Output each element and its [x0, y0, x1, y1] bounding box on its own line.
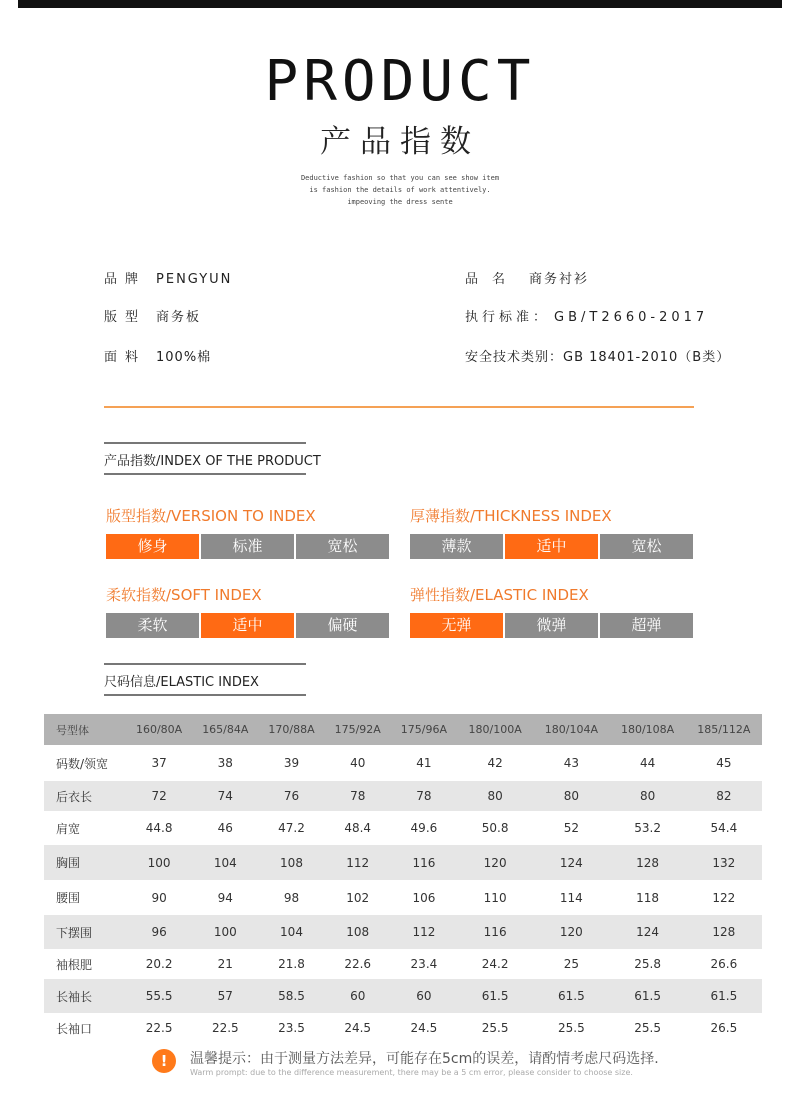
table-cell: 118	[636, 890, 660, 905]
table-cell: 102	[346, 890, 370, 905]
info-safety	[465, 346, 730, 365]
table-cell: 104	[192, 845, 258, 880]
row-label-cell: 长袖长	[44, 979, 126, 1013]
table-cell: 80	[533, 781, 609, 811]
table-cell: 82	[686, 781, 762, 811]
table-cell: 124	[533, 845, 609, 880]
table-cell: 112	[325, 845, 391, 880]
index-option-stiff: 偏硬	[296, 613, 389, 638]
fit-label: 版型	[104, 310, 147, 325]
brand-value: PENGYUN	[156, 272, 233, 287]
table-cell: 128	[686, 915, 762, 949]
table-cell: 23.5	[278, 1021, 305, 1035]
table-cell: 39	[283, 756, 300, 770]
table-cell: 20.2	[145, 957, 173, 971]
table-cell: 80	[609, 781, 685, 811]
table-cell: 78	[325, 781, 391, 811]
header-cell: 170/88A	[258, 714, 324, 745]
index-option-slight-stretch: 微弹	[505, 613, 598, 638]
notice-text-cn: 温馨提示：由于测量方法差异，可能存在5cm的误差，请酌情考虑尺码选择.	[190, 1051, 659, 1067]
fit-value: 商务板	[156, 310, 202, 325]
table-cell: 21.8	[278, 957, 305, 971]
row-label-cell: 长袖口	[56, 1021, 93, 1036]
table-cell: 50.8	[481, 821, 509, 835]
standard-value: GB/T2660-2017	[554, 310, 709, 325]
table-cell: 114	[559, 890, 583, 905]
page-title-en: PRODUCT	[264, 49, 536, 114]
fabric-label: 面料	[104, 350, 147, 365]
header-cell: 号型体	[44, 714, 126, 745]
table-cell: 55.5	[126, 979, 192, 1013]
fabric-value: 100%棉	[156, 350, 212, 365]
table-cell: 22.6	[344, 957, 372, 971]
table-cell: 53.2	[634, 821, 661, 835]
tagline-line-3: impeoving the dress sente	[347, 198, 453, 206]
index-option-thick: 宽松	[600, 534, 693, 559]
row-label-cell: 胸围	[44, 845, 126, 880]
table-cell: 96	[126, 915, 192, 949]
table-cell: 124	[609, 915, 685, 949]
index-option-soft: 柔软	[106, 613, 199, 638]
table-cell: 22.5	[145, 1021, 173, 1035]
table-cell: 25.5	[481, 1021, 509, 1035]
standard-label: 执行标准：	[465, 310, 551, 325]
header-cell: 185/112A	[686, 714, 762, 745]
table-cell: 61.5	[609, 979, 685, 1013]
table-cell: 74	[192, 781, 258, 811]
row-label-cell: 腰围	[56, 891, 81, 905]
row-label-cell: 下摆围	[44, 915, 126, 949]
table-cell: 61.5	[686, 979, 762, 1013]
index-option-loose: 宽松	[296, 534, 389, 559]
table-cell: 116	[391, 845, 457, 880]
table-cell: 44	[639, 756, 656, 770]
info-brand	[104, 268, 232, 287]
table-cell: 52	[563, 821, 579, 835]
table-cell: 128	[609, 845, 685, 880]
table-cell: 25.5	[634, 1021, 661, 1035]
table-cell: 120	[457, 845, 533, 880]
section-product-index: 产品指数/INDEX OF THE PRODUCT	[104, 442, 306, 475]
table-cell: 49.6	[410, 821, 438, 835]
table-cell: 26.5	[710, 1021, 738, 1035]
table-cell: 78	[391, 781, 457, 811]
header-cell: 165/84A	[192, 714, 258, 745]
table-cell: 61.5	[533, 979, 609, 1013]
table-row	[44, 1013, 762, 1043]
table-cell: 24.5	[344, 1021, 372, 1035]
table-cell: 47.2	[278, 821, 305, 835]
table-row	[44, 811, 762, 845]
index-bar-thickness	[410, 534, 695, 559]
table-cell: 42	[487, 756, 503, 770]
table-cell: 43	[563, 756, 579, 770]
index-title-soft: 柔软指数/SOFT INDEX	[106, 586, 262, 604]
index-option-standard: 标准	[201, 534, 294, 559]
table-cell: 25.8	[634, 957, 661, 971]
index-title-thickness: 厚薄指数/THICKNESS INDEX	[410, 507, 612, 525]
table-row	[44, 949, 762, 979]
index-option-super-stretch: 超弹	[600, 613, 693, 638]
table-cell: 54.4	[710, 821, 738, 835]
header-cell: 180/108A	[609, 714, 685, 745]
table-cell: 37	[151, 756, 167, 770]
table-cell: 61.5	[457, 979, 533, 1013]
table-cell: 100	[192, 915, 258, 949]
name-value: 商务衬衫	[529, 272, 590, 287]
table-cell: 21	[217, 957, 233, 971]
table-cell: 116	[457, 915, 533, 949]
notice-text-en: Warm prompt: due to the difference measurement, there may be a 5 cm error, please consider to choose size.	[190, 1068, 633, 1077]
header-cell: 175/92A	[325, 714, 391, 745]
index-option-medium: 适中	[505, 534, 598, 559]
warning-icon: !	[152, 1049, 176, 1073]
table-cell: 98	[283, 890, 300, 905]
table-cell: 106	[412, 890, 436, 905]
index-bar-soft	[106, 613, 391, 638]
table-cell: 76	[258, 781, 324, 811]
row-label-cell: 袖根肥	[56, 957, 93, 972]
top-border-bar	[18, 0, 782, 8]
table-cell: 110	[483, 890, 507, 905]
index-option-no-stretch: 无弹	[410, 613, 503, 638]
info-name	[465, 268, 589, 287]
table-cell: 38	[217, 756, 233, 770]
table-cell: 44.8	[145, 821, 173, 835]
info-fit	[104, 306, 201, 325]
table-cell: 80	[457, 781, 533, 811]
table-cell: 112	[391, 915, 457, 949]
table-cell: 72	[126, 781, 192, 811]
table-cell: 57	[192, 979, 258, 1013]
table-cell: 48.4	[344, 821, 372, 835]
table-cell: 45	[716, 756, 732, 770]
table-cell: 108	[325, 915, 391, 949]
index-title-version: 版型指数/VERSION TO INDEX	[106, 507, 316, 525]
table-cell: 120	[533, 915, 609, 949]
table-cell: 24.5	[410, 1021, 438, 1035]
table-cell: 23.4	[410, 957, 438, 971]
index-bar-elastic	[410, 613, 695, 638]
table-cell: 90	[151, 890, 167, 905]
section-size-info: 尺码信息/ELASTIC INDEX	[104, 663, 306, 696]
table-cell: 46	[217, 821, 233, 835]
table-cell: 24.2	[481, 957, 509, 971]
safety-value: GB 18401-2010（B类）	[563, 350, 731, 365]
table-row	[44, 781, 762, 811]
table-row	[44, 745, 762, 781]
tagline-line-2: is fashion the details of work attentively.	[309, 186, 491, 194]
name-label: 品名	[465, 272, 520, 287]
table-cell: 94	[217, 890, 233, 905]
header-cell: 175/96A	[391, 714, 457, 745]
table-cell: 26.6	[710, 957, 738, 971]
table-cell: 60	[325, 979, 391, 1013]
index-title-elastic: 弹性指数/ELASTIC INDEX	[410, 586, 589, 604]
table-cell: 104	[258, 915, 324, 949]
table-cell: 41	[416, 756, 432, 770]
header-cell: 180/104A	[533, 714, 609, 745]
table-row	[44, 845, 762, 880]
row-label-cell: 码数/领宽	[56, 756, 109, 771]
index-option-slim: 修身	[106, 534, 199, 559]
page-title-cn: 产品指数	[320, 124, 480, 160]
brand-label: 品牌	[104, 272, 147, 287]
size-table-header	[44, 714, 762, 745]
row-label-cell: 肩宽	[56, 821, 81, 836]
row-label-cell: 后衣长	[44, 781, 126, 811]
index-option-thin: 薄款	[410, 534, 503, 559]
header-cell: 160/80A	[126, 714, 192, 745]
header-cell: 180/100A	[457, 714, 533, 745]
size-table	[44, 714, 762, 1043]
table-cell: 100	[126, 845, 192, 880]
table-cell: 132	[686, 845, 762, 880]
size-table-body	[44, 745, 762, 1043]
table-cell: 122	[712, 890, 736, 905]
table-cell: 22.5	[211, 1021, 239, 1035]
table-row	[44, 915, 762, 949]
table-cell: 58.5	[258, 979, 324, 1013]
info-standard	[465, 306, 708, 325]
tagline-line-1: Deductive fashion so that you can see show item	[300, 174, 500, 182]
table-cell: 25.5	[558, 1021, 585, 1035]
table-cell: 108	[258, 845, 324, 880]
table-cell: 25	[563, 957, 579, 971]
divider-line	[104, 406, 694, 408]
safety-label: 安全技术类别：	[465, 350, 564, 365]
table-row	[44, 880, 762, 915]
index-bar-version	[106, 534, 391, 559]
index-option-moderate: 适中	[201, 613, 294, 638]
table-cell: 40	[350, 756, 366, 770]
table-row	[44, 979, 762, 1013]
table-cell: 60	[391, 979, 457, 1013]
info-fabric	[104, 346, 211, 365]
